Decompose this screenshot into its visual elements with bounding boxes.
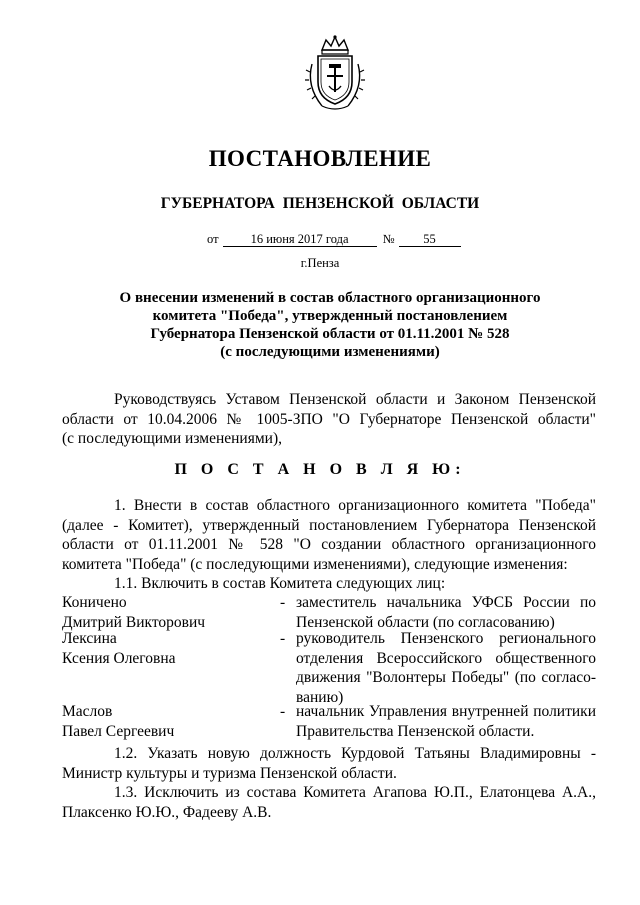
member-position [296,702,596,741]
heading-line: (с последующими изменениями) [220,344,440,360]
preamble-line: области от 10.04.2006 № 1005-ЗПО "О Губернаторе Пензенской области" [62,410,596,428]
member-position [296,629,596,707]
position-line: руководитель Пензенского регионального [296,630,596,647]
member-given-names: Ксения Олеговна [62,649,176,667]
member-dash: - [280,630,286,647]
item-1-3-line: 1.3. Исключить из состава Комитета Агапова Ю.П., Елатонцева А.А., [114,784,596,801]
item-1-line: комитета "Победа" (с последующими изменениями), следующие изменения: [62,555,568,573]
heading-line: Губернатора Пензенской области от 01.11.2001 № 528 [150,326,510,342]
preamble-line: Руководствуясь Уставом Пензенской области и Законом Пензенской [114,391,596,408]
member-surname: Лексина [62,630,117,647]
member-surname: Коничено [62,594,127,611]
member-dash: - [280,594,286,611]
member-position [296,593,596,632]
heading-line: О внесении изменений в состав областного организационного [119,290,541,306]
item-1-1-line: 1.1. Включить в состав Комитета следующих лиц: [114,575,446,592]
member-given-names: Дмитрий Викторович [62,613,206,631]
number-label: № [382,232,395,246]
item-1-2-paragraph [62,744,596,783]
item-1-2-line: 1.2. Указать новую должность Курдовой Татьяны Владимировны - [114,745,596,762]
penza-coat-of-arms-emblem [302,34,368,114]
member-name [62,702,272,741]
item-1-3-line: Плаксенко Ю.Ю., Фадееву А.В. [62,803,272,821]
member-name [62,593,272,632]
position-line: отделения Всероссийского общественного [296,649,596,667]
item-1-2-line: Министр культуры и туризма Пензенской области. [62,764,397,782]
decree-word: П О С Т А Н О В Л Я Ю: [174,461,466,478]
item-1-line: (далее - Комитет), утвержденный постановлением Губернатора Пензенской [62,516,596,534]
item-1-paragraph [62,496,596,594]
document-city: г.Пенза [300,256,340,270]
item-1-3-paragraph [62,783,596,822]
member-dash: - [280,703,286,720]
position-line: Правительства Пензенской области. [296,722,535,740]
member-name [62,629,272,668]
document-subject-heading [60,289,600,361]
heading-line: комитета "Победа", утвержденный постановлением [152,308,508,324]
date-prefix: от [207,232,219,246]
member-given-names: Павел Сергеевич [62,722,175,740]
item-1-line: области от 01.11.2001 № 528 "О создании областного организационного [62,536,596,553]
position-line: заместитель начальника УФСБ России по [296,594,596,611]
position-line: ванию) [296,688,344,706]
preamble-line: (с последующими изменениями), [62,430,282,447]
date-number-line [207,232,467,247]
document-title: ПОСТАНОВЛЕНИЕ [208,146,432,171]
position-line: Пензенской области (по согласованию) [296,613,555,631]
document-date: 16 июня 2017 года [223,232,377,247]
document-number: 55 [399,232,461,247]
document-issuer: ГУБЕРНАТОРА ПЕНЗЕНСКОЙ ОБЛАСТИ [160,195,480,212]
member-surname: Маслов [62,703,113,720]
position-line: движения "Волонтеры Победы" (по согласо- [296,669,596,686]
preamble-paragraph [62,390,596,449]
position-line: начальник Управления внутренней политики [296,703,596,720]
item-1-line: 1. Внести в состав областного организационного комитета "Победа" [114,497,596,514]
